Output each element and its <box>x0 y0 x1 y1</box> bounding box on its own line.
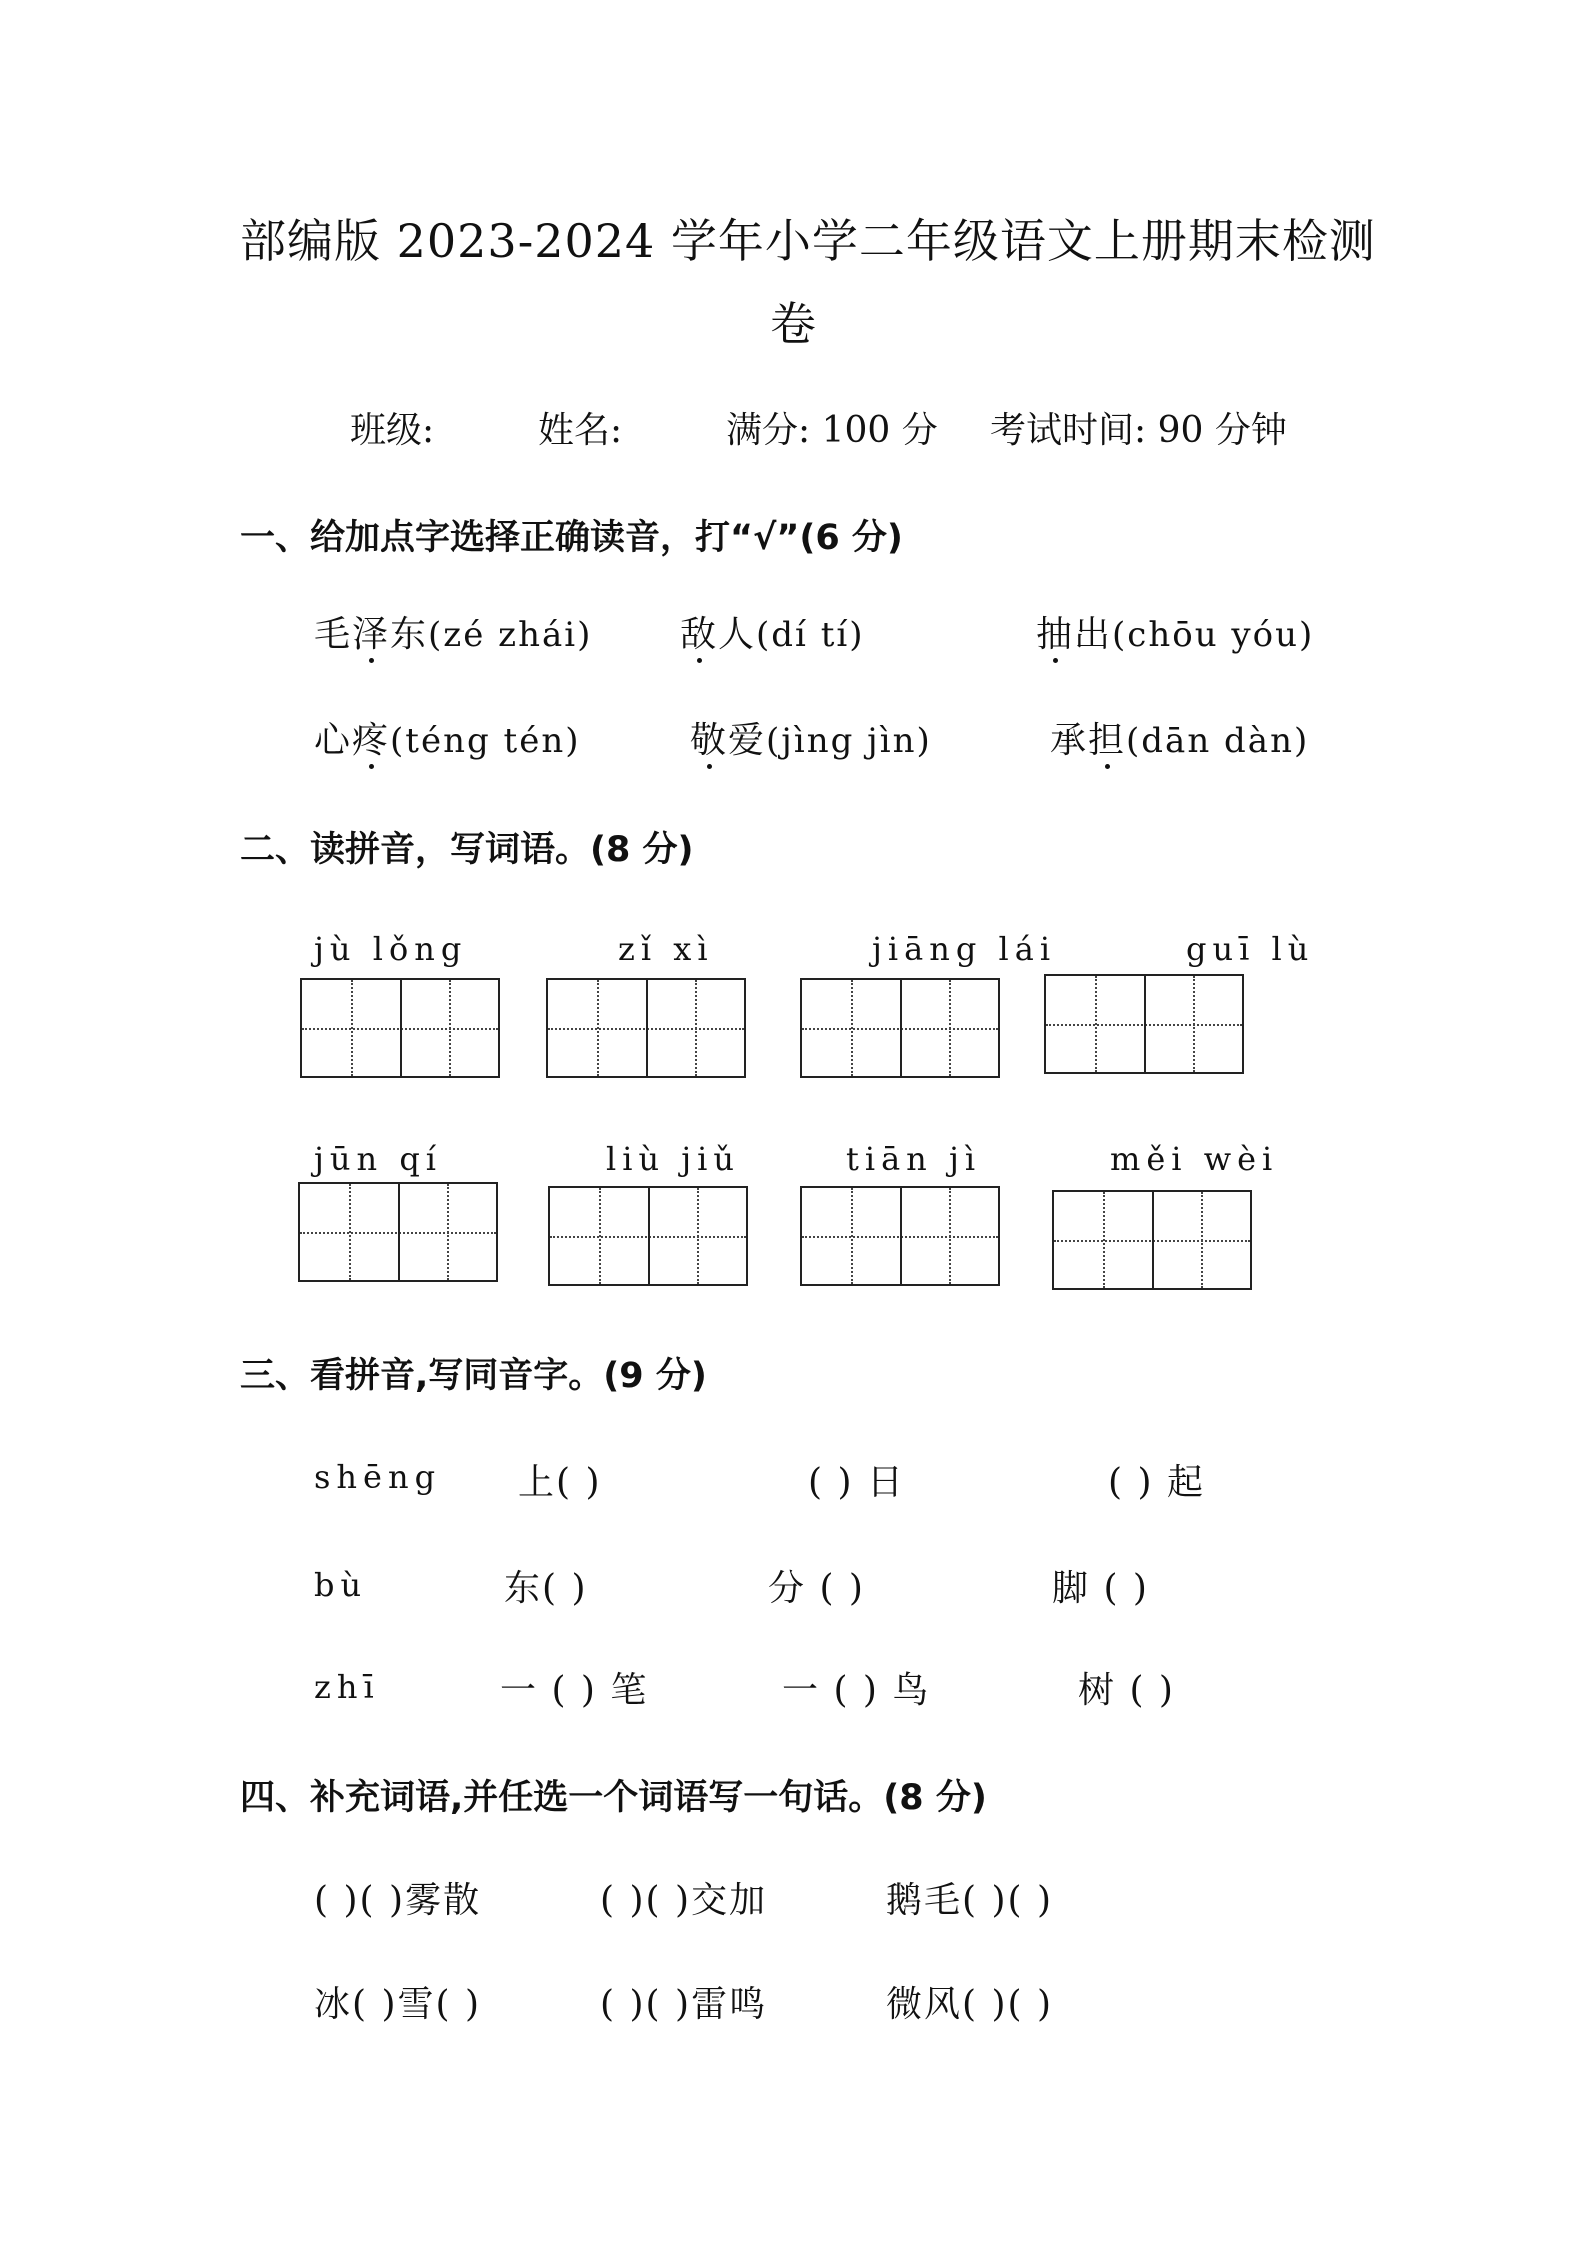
section-1-heading: 一、给加点字选择正确读音，打“√”(6 分) <box>240 518 903 558</box>
s1-item-1-pre: 毛 <box>314 614 353 655</box>
s1-item-4-pre: 心 <box>314 720 353 761</box>
s4-row-2-b: ( )( )雷鸣 <box>600 1984 768 2025</box>
s1-item-3-dotted-char: 抽 <box>1036 614 1075 655</box>
s3-row-3-b: 一 ( ) 鸟 <box>782 1670 931 1711</box>
s1-item-6-options: (dān dàn) <box>1126 721 1310 761</box>
s2-pinyin-7: tiān jì <box>846 1140 982 1178</box>
s1-item-5-dotted-char: 敬 <box>690 720 729 761</box>
s2-pinyin-2: zǐ xì <box>618 930 714 968</box>
s4-row-1-b: ( )( )交加 <box>600 1880 768 1921</box>
s1-item-5 <box>690 712 932 763</box>
s2-pinyin-1: jù lǒng <box>314 930 468 968</box>
page-title-continued: 卷 <box>770 297 816 351</box>
s3-row-2-b: 分 ( ) <box>768 1568 865 1609</box>
s1-item-2 <box>680 606 865 657</box>
s3-row-3-c: 树 ( ) <box>1078 1670 1175 1711</box>
s1-item-2-options: (dí tí) <box>756 615 865 655</box>
s3-row-2-a: 东( ) <box>504 1568 588 1609</box>
s1-item-5-post: 爱 <box>728 720 767 761</box>
s1-item-6 <box>1050 712 1309 763</box>
s1-item-4 <box>314 712 581 763</box>
section-4-heading: 四、补充词语,并任选一个词语写一句话。(8 分) <box>240 1778 987 1818</box>
s3-row-3-a: 一 ( ) 笔 <box>500 1670 649 1711</box>
s2-answer-grid-7[interactable] <box>800 1186 1000 1286</box>
s3-row-2-c: 脚 ( ) <box>1052 1568 1149 1609</box>
s1-item-6-dotted-char: 担 <box>1088 720 1127 761</box>
section-2-heading: 二、读拼音，写词语。(8 分) <box>240 830 694 870</box>
s2-pinyin-6: liù jiǔ <box>606 1140 741 1178</box>
s4-row-2-c: 微风( )( ) <box>886 1984 1054 2025</box>
s2-pinyin-3: jiāng lái <box>872 930 1057 968</box>
s1-item-5-options: (jìng jìn) <box>766 721 932 761</box>
s2-answer-grid-4[interactable] <box>1044 974 1244 1074</box>
s2-pinyin-4: guī lù <box>1186 930 1315 968</box>
page-title: 部编版 2023-2024 学年小学二年级语文上册期末检测 <box>240 214 1376 268</box>
s1-item-1-options: (zé zhái) <box>428 615 593 655</box>
s1-item-6-pre: 承 <box>1050 720 1089 761</box>
s1-item-1 <box>314 606 592 657</box>
s2-answer-grid-3[interactable] <box>800 978 1000 1078</box>
s4-row-1-a: ( )( )雾散 <box>314 1880 482 1921</box>
s1-item-1-post: 东 <box>390 614 429 655</box>
s1-item-1-dotted-char: 泽 <box>352 614 391 655</box>
s1-item-4-options: (téng tén) <box>390 721 581 761</box>
s2-answer-grid-8[interactable] <box>1052 1190 1252 1290</box>
s1-item-2-post: 人 <box>718 614 757 655</box>
score-label: 满分: 100 分 <box>726 410 938 451</box>
s4-row-1-c: 鹅毛( )( ) <box>886 1880 1054 1921</box>
s1-item-3 <box>1036 606 1314 657</box>
s2-answer-grid-5[interactable] <box>298 1182 498 1282</box>
s3-row-1-b: ( ) 日 <box>808 1462 905 1503</box>
s3-row-3-pinyin: zhī <box>314 1668 380 1706</box>
s1-item-2-dotted-char: 敌 <box>680 614 719 655</box>
s4-row-2-a: 冰( )雪( ) <box>314 1984 482 2025</box>
s2-pinyin-5: jūn qí <box>314 1140 443 1178</box>
s3-row-1-c: ( ) 起 <box>1108 1462 1205 1503</box>
s3-row-1-a: 上( ) <box>518 1462 602 1503</box>
s2-answer-grid-2[interactable] <box>546 978 746 1078</box>
s1-item-3-post: 出 <box>1074 614 1113 655</box>
s1-item-3-options: (chōu yóu) <box>1112 615 1315 655</box>
class-label: 班级: <box>350 410 435 451</box>
s3-row-1-pinyin: shēng <box>314 1458 442 1496</box>
s3-row-2-pinyin: bù <box>314 1566 368 1604</box>
s2-answer-grid-1[interactable] <box>300 978 500 1078</box>
s2-answer-grid-6[interactable] <box>548 1186 748 1286</box>
name-label: 姓名: <box>538 410 623 451</box>
s1-item-4-dotted-char: 疼 <box>352 720 391 761</box>
section-3-heading: 三、看拼音,写同音字。(9 分) <box>240 1356 707 1396</box>
time-label: 考试时间: 90 分钟 <box>990 410 1287 451</box>
s2-pinyin-8: měi wèi <box>1110 1140 1279 1178</box>
